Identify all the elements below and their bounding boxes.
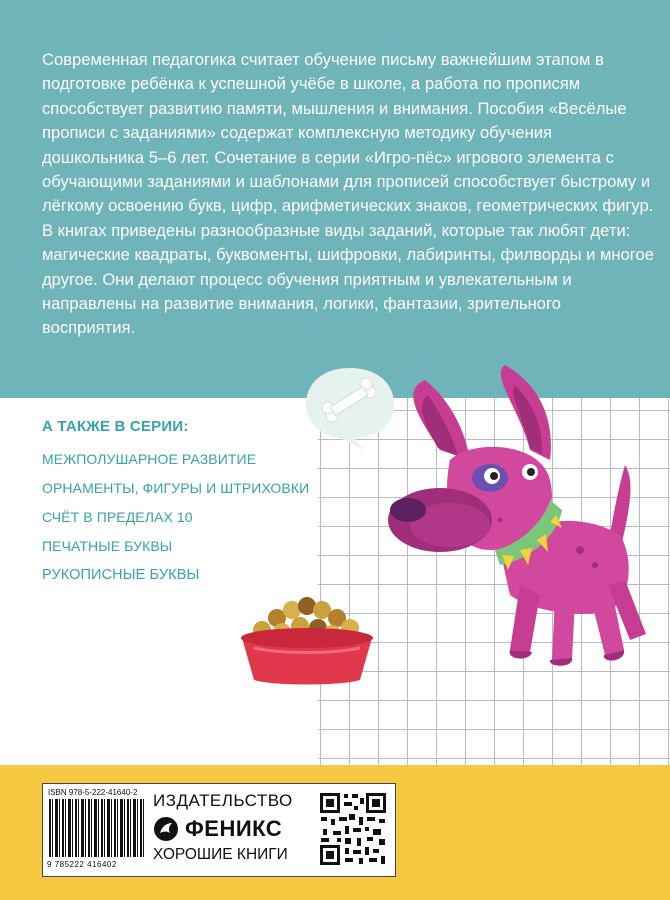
food-bowl-illustration	[232, 588, 382, 688]
description-paragraph-2: В книгах приведены разнообразные виды заданий, которые так любят дети: магические квадраты, буквоменты, шифровки, лабиринты, филворды и многое другое. Они делают процесс обучения приятным и увлекательным и направлены на развитие внимания, логики, фантазии, зрительного восприятия.	[42, 220, 654, 338]
publisher-info-box	[42, 783, 396, 877]
qr-code-icon	[319, 792, 387, 866]
publisher-label: ИЗДАТЕЛЬСТВО	[153, 791, 293, 810]
series-item: СЧЁТ В ПРЕДЕЛАХ 10	[42, 509, 193, 525]
description-paragraph-1: Современная педагогика считает обучение письму важнейшим этапом в подготовке ребёнка к успешной учёбе в школе, а работа по прописям способствует развитию памяти, мышления и внимания. Пособия «Весёлые прописи с заданиями» содержат комплексную методику обучения дошкольника 5–6 лет. Сочетание в серии «Игро-пёс» игрового элемента с обучающими заданиями и шаблонами для прописей способствует быстрому и лёгкому освоению букв, цифр, арифметических знаков, геометрических фигур.	[42, 50, 654, 216]
dog-illustration	[380, 360, 670, 690]
publisher-logo	[153, 815, 282, 843]
series-item: РУКОПИСНЫЕ БУКВЫ	[42, 567, 200, 583]
description-panel	[0, 0, 670, 398]
publisher-name: ФЕНИКС	[185, 816, 283, 841]
phoenix-logo-icon	[153, 816, 179, 842]
series-heading: А ТАКЖЕ В СЕРИИ:	[42, 418, 189, 435]
series-item: МЕЖПОЛУШАРНОЕ РАЗВИТИЕ	[42, 451, 257, 467]
barcode-digits: 9 785222 416402	[47, 860, 117, 869]
series-item: ОРНАМЕНТЫ, ФИГУРЫ И ШТРИХОВКИ	[42, 480, 310, 496]
description-text	[42, 48, 657, 341]
barcode-icon	[49, 799, 145, 857]
isbn-text: ISBN 978-5-222-41640-2	[48, 788, 138, 797]
publisher-slogan: ХОРОШИЕ КНИГИ	[153, 846, 288, 863]
series-item: ПЕЧАТНЫЕ БУКВЫ	[42, 538, 173, 554]
